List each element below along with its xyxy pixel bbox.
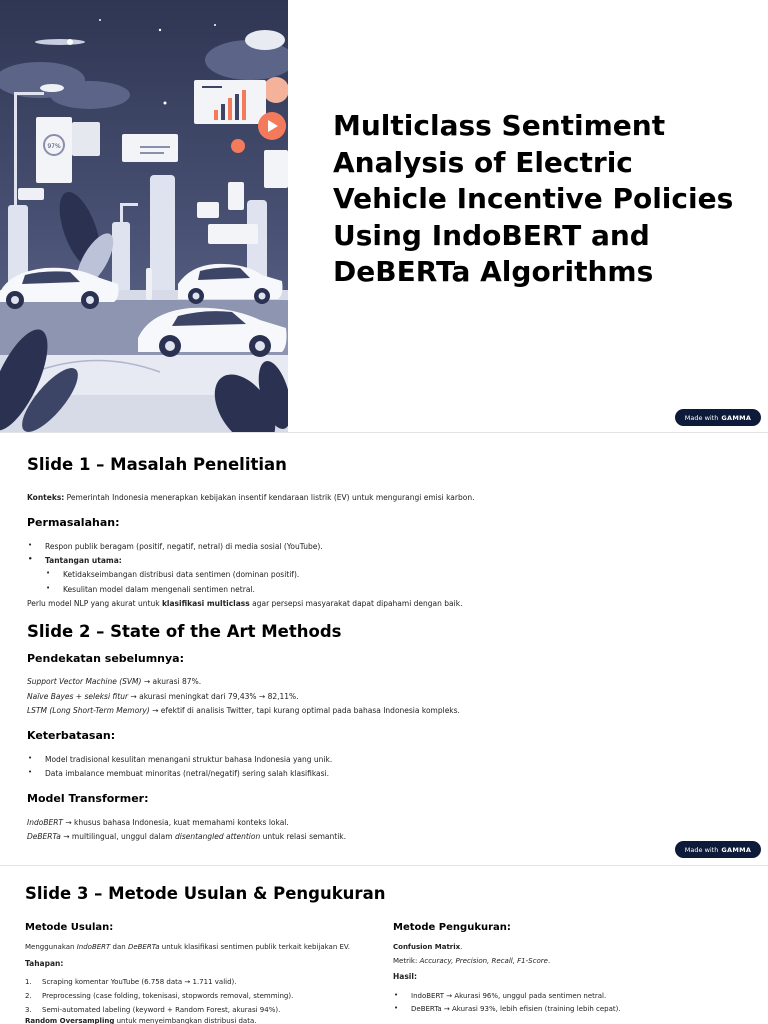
slide3-title: Slide 3 – Metode Usulan & Pengukuran	[25, 884, 386, 903]
lstm-name: LSTM (Long Short-Term Memory)	[27, 706, 150, 715]
slide-3	[0, 866, 768, 1024]
deberta-name: DeBERTa	[27, 832, 61, 841]
deberta-text-2: untuk relasi semantik.	[260, 832, 347, 841]
made-with-gamma-badge-2[interactable]	[675, 841, 761, 858]
step-1-text: Scraping komentar YouTube (6.758 data → 1.711 valid).	[42, 978, 237, 986]
indobert-line	[27, 817, 289, 829]
metric-post: .	[547, 957, 551, 965]
deberta-attention: disentangled attention	[174, 832, 261, 841]
proposed-method-paragraph	[25, 941, 350, 953]
made-with-gamma-badge[interactable]	[675, 409, 761, 426]
context-text: Pemerintah Indonesia menerapkan kebijakan insentif kendaraan listrik (EV) untuk mengurangi emisi karbon.	[64, 493, 475, 502]
pm-indobert: IndoBERT	[76, 943, 111, 951]
step-1-number: 1.	[25, 978, 32, 986]
confusion-matrix-line	[393, 941, 462, 953]
problem-bullet-1: • Respon publik beragam (positif, negatif, netral) di media sosial (YouTube).	[45, 542, 323, 551]
oversampling-name: Random Oversampling	[25, 1017, 115, 1024]
hero-card-stat: 97%	[47, 143, 61, 150]
problem-sub-bullet-2: • Kesulitan model dalam mengenali sentimen netral.	[63, 585, 255, 594]
problem-heading: Permasalahan:	[27, 516, 120, 529]
step-3-text: Semi-automated labeling (keyword + Random Forest, akurasi 94%).	[42, 1006, 281, 1014]
metric-list: Accuracy, Precision, Recall, F1-Score	[419, 957, 548, 965]
pm-mid: dan	[110, 943, 128, 951]
step-2-text: Preprocessing (case folding, tokenisasi, stopwords removal, stemming).	[42, 992, 294, 1000]
need-post: agar persepsi masyarakat dapat dipahami dengan baik.	[249, 599, 463, 608]
slide2-title: Slide 2 – State of the Art Methods	[27, 622, 342, 641]
limitation-bullet-1: • Model tradisional kesulitan menangani struktur bahasa Indonesia yang unik.	[45, 755, 332, 764]
oversampling-line	[25, 1017, 256, 1024]
context-label: Konteks:	[27, 493, 65, 502]
context-paragraph	[27, 492, 474, 504]
step-2	[25, 992, 294, 1000]
svm-text: → akurasi 87%.	[141, 677, 202, 686]
oversampling-text: untuk menyeimbangkan distribusi data.	[114, 1017, 257, 1024]
svm-name: Support Vector Machine (SVM)	[27, 677, 142, 686]
prev-approach-heading: Pendekatan sebelumnya:	[27, 652, 184, 665]
metric-pre: Metrik:	[393, 957, 420, 965]
pm-post: untuk klasifikasi sentimen publik terkait kebijakan EV.	[159, 943, 351, 951]
pm-pre: Menggunakan	[25, 943, 77, 951]
steps-heading: Tahapan:	[25, 959, 64, 968]
slide-1-2	[0, 433, 768, 865]
problem-sub-bullet-1: • Ketidakseimbangan distribusi data sentimen (dominan positif).	[63, 570, 299, 579]
step-1	[25, 978, 237, 986]
metrics-line	[393, 955, 550, 967]
limitation-bullet-2: • Data imbalance membuat minoritas (netral/negatif) sering salah klasifikasi.	[45, 769, 329, 778]
result-bullet-2: • DeBERTa → Akurasi 93%, lebih efisien (training lebih cepat).	[411, 1005, 621, 1013]
step-3	[25, 1006, 281, 1014]
pm-deberta: DeBERTa	[127, 943, 160, 951]
badge-brand: GAMMA	[721, 845, 752, 854]
badge-prefix: Made with	[684, 845, 719, 854]
result-bullet-1: • IndoBERT → Akurasi 96%, unggul pada sentimen netral.	[411, 992, 606, 1000]
badge-prefix: Made with	[684, 413, 719, 422]
proposed-method-heading: Metode Usulan:	[25, 922, 114, 933]
badge-brand: GAMMA	[721, 413, 752, 422]
svm-line	[27, 676, 201, 688]
title-slide	[0, 0, 768, 432]
deberta-text-1: → multilingual, unggul dalam	[60, 832, 175, 841]
slide1-title: Slide 1 – Masalah Penelitian	[27, 455, 287, 474]
indobert-text: → khusus bahasa Indonesia, kuat memahami konteks lokal.	[63, 818, 289, 827]
need-bold: klasifikasi multiclass	[161, 599, 250, 608]
step-3-number: 3.	[25, 1006, 32, 1014]
measurement-heading: Metode Pengukuran:	[393, 922, 511, 933]
result-heading: Hasil:	[393, 972, 417, 981]
transformer-heading: Model Transformer:	[27, 792, 149, 805]
presentation-title: Multiclass Sentiment Analysis of Electric Vehicle Incentive Policies Using IndoBERT and DeBERTa Algorithms	[333, 109, 734, 288]
nb-name: Naïve Bayes + seleksi fitur	[27, 692, 129, 701]
need-paragraph	[27, 598, 462, 610]
lstm-line	[27, 705, 460, 717]
need-pre: Perlu model NLP yang akurat untuk	[27, 599, 162, 608]
lstm-text: → efektif di analisis Twitter, tapi kurang optimal pada bahasa Indonesia kompleks.	[149, 706, 460, 715]
nb-line	[27, 691, 299, 703]
hero-illustration	[0, 0, 288, 432]
deberta-line	[27, 831, 346, 843]
limitation-heading: Keterbatasan:	[27, 729, 116, 742]
cm-name: Confusion Matrix	[393, 943, 461, 951]
indobert-name: IndoBERT	[27, 818, 63, 827]
nb-text: → akurasi meningkat dari 79,43% → 82,11%.	[128, 692, 299, 701]
problem-bullet-2: • Tantangan utama:	[45, 556, 122, 565]
ev-city-illustration	[0, 0, 288, 432]
step-2-number: 2.	[25, 992, 32, 1000]
cm-text: .	[460, 943, 463, 951]
